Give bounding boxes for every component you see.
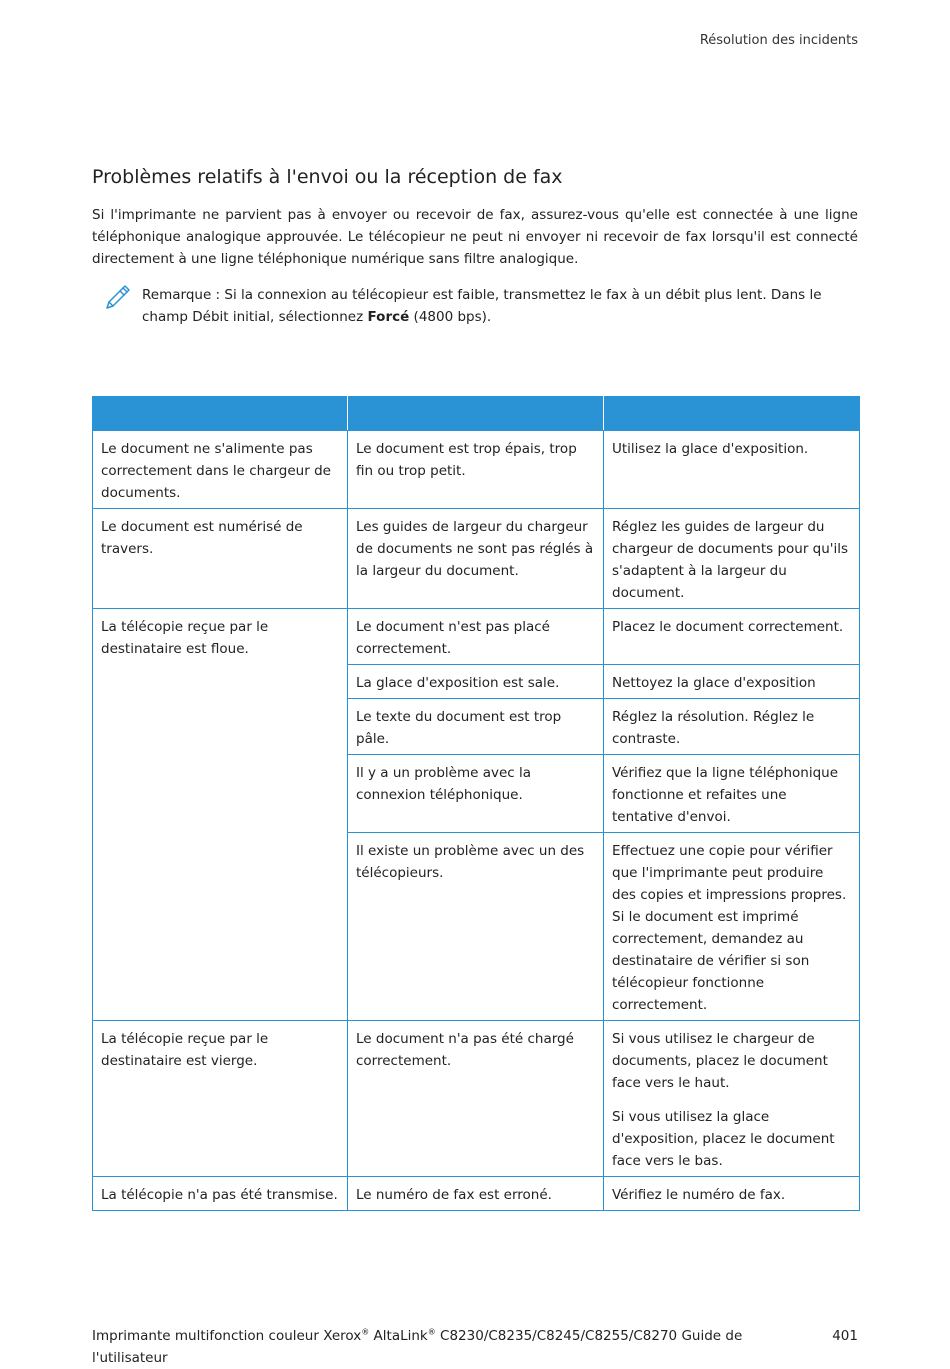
registered-mark: ®: [361, 1327, 370, 1337]
solution-text: Utilisez la glace d'exposition.: [612, 441, 809, 457]
cause-cell: Il y a un problème avec la connexion téléphonique.: [348, 755, 604, 833]
solution-cell: [604, 1021, 860, 1177]
cause-cell: Le document n'est pas placé correctement.: [348, 609, 604, 665]
note-text: [142, 284, 842, 328]
footer-text-a: Imprimante multifonction couleur Xerox: [92, 1328, 362, 1344]
note-bold-value: Forcé: [367, 309, 410, 325]
table-row: [93, 431, 860, 509]
note-text-before: Remarque : Si la connexion au télécopieur est faible, transmettez le fax à un débit plus lent. Dans le champ Débit initial, sélectionnez: [142, 287, 822, 325]
symptom-cell: La télécopie reçue par le destinataire est floue.: [93, 609, 348, 1021]
note-text-after: (4800 bps).: [409, 309, 492, 325]
solution-text: Si vous utilisez le chargeur de documents, placez le document face vers le haut.: [612, 1031, 828, 1091]
table-row: [93, 509, 860, 609]
symptom-cell: Le document est numérisé de travers.: [93, 509, 348, 609]
solution-text: Vérifiez le numéro de fax.: [612, 1187, 786, 1203]
solution-text: Réglez les guides de largeur du chargeur de documents pour qu'ils s'adaptent à la largeur du document.: [612, 519, 849, 601]
solution-cell: Placez le document correctement.: [604, 609, 860, 665]
solution-cell: [604, 509, 860, 609]
solution-cell: Vérifiez que la ligne téléphonique fonctionne et refaites une tentative d'envoi.: [604, 755, 860, 833]
solution-cell: Réglez la résolution. Réglez le contraste.: [604, 699, 860, 755]
footer-doc-title: [92, 1325, 792, 1369]
footer-text-b: AltaLink: [369, 1328, 428, 1344]
table-header-cell: [604, 397, 860, 431]
solution-cell: [604, 431, 860, 509]
running-header: Résolution des incidents: [699, 33, 858, 48]
table-row: [93, 1021, 860, 1177]
table-row: [93, 609, 860, 665]
intro-paragraph: Si l'imprimante ne parvient pas à envoyer ou recevoir de fax, assurez-vous qu'elle est connectée à une ligne téléphonique analogique approuvée. Le télécopieur ne peut ni envoyer ni recevoir de fax lorsqu'il est connecté directement à une ligne téléphonique numérique sans filtre analogique.: [92, 207, 858, 267]
cause-cell: Le numéro de fax est erroné.: [348, 1177, 604, 1211]
table-header-row: [93, 397, 860, 431]
cause-cell: Les guides de largeur du chargeur de documents ne sont pas réglés à la largeur du document.: [348, 509, 604, 609]
symptom-cell: La télécopie reçue par le destinataire est vierge.: [93, 1021, 348, 1177]
page-number: 401: [832, 1328, 858, 1344]
registered-mark: ®: [427, 1327, 436, 1337]
section-title: Problèmes relatifs à l'envoi ou la réception de fax: [92, 166, 563, 188]
pencil-icon: [103, 284, 131, 312]
footer-text-c: C8230/C8235/C8245/C8255/C8270 Guide de l'utilisateur: [92, 1328, 743, 1366]
table-header-cell: [348, 397, 604, 431]
cause-cell: Le document n'a pas été chargé correctement.: [348, 1021, 604, 1177]
solution-cell: [604, 1177, 860, 1211]
cause-cell: Le document est trop épais, trop fin ou trop petit.: [348, 431, 604, 509]
cause-cell: Le texte du document est trop pâle.: [348, 699, 604, 755]
solution-cell: Effectuez une copie pour vérifier que l'imprimante peut produire des copies et impressions propres. Si le document est imprimé correctement, demandez au destinataire de vérifier si son télécopieur fonctionne correctement.: [604, 833, 860, 1021]
table-row: [93, 1177, 860, 1211]
table-header-cell: [93, 397, 348, 431]
solution-text: Si vous utilisez la glace d'exposition, placez le document face vers le bas.: [612, 1109, 835, 1169]
cause-cell: Il existe un problème avec un des télécopieurs.: [348, 833, 604, 1021]
symptom-cell: La télécopie n'a pas été transmise.: [93, 1177, 348, 1211]
cause-cell: La glace d'exposition est sale.: [348, 665, 604, 699]
symptom-cell: Le document ne s'alimente pas correctement dans le chargeur de documents.: [93, 431, 348, 509]
solution-cell: Nettoyez la glace d'exposition: [604, 665, 860, 699]
troubleshooting-table: [92, 396, 860, 1211]
